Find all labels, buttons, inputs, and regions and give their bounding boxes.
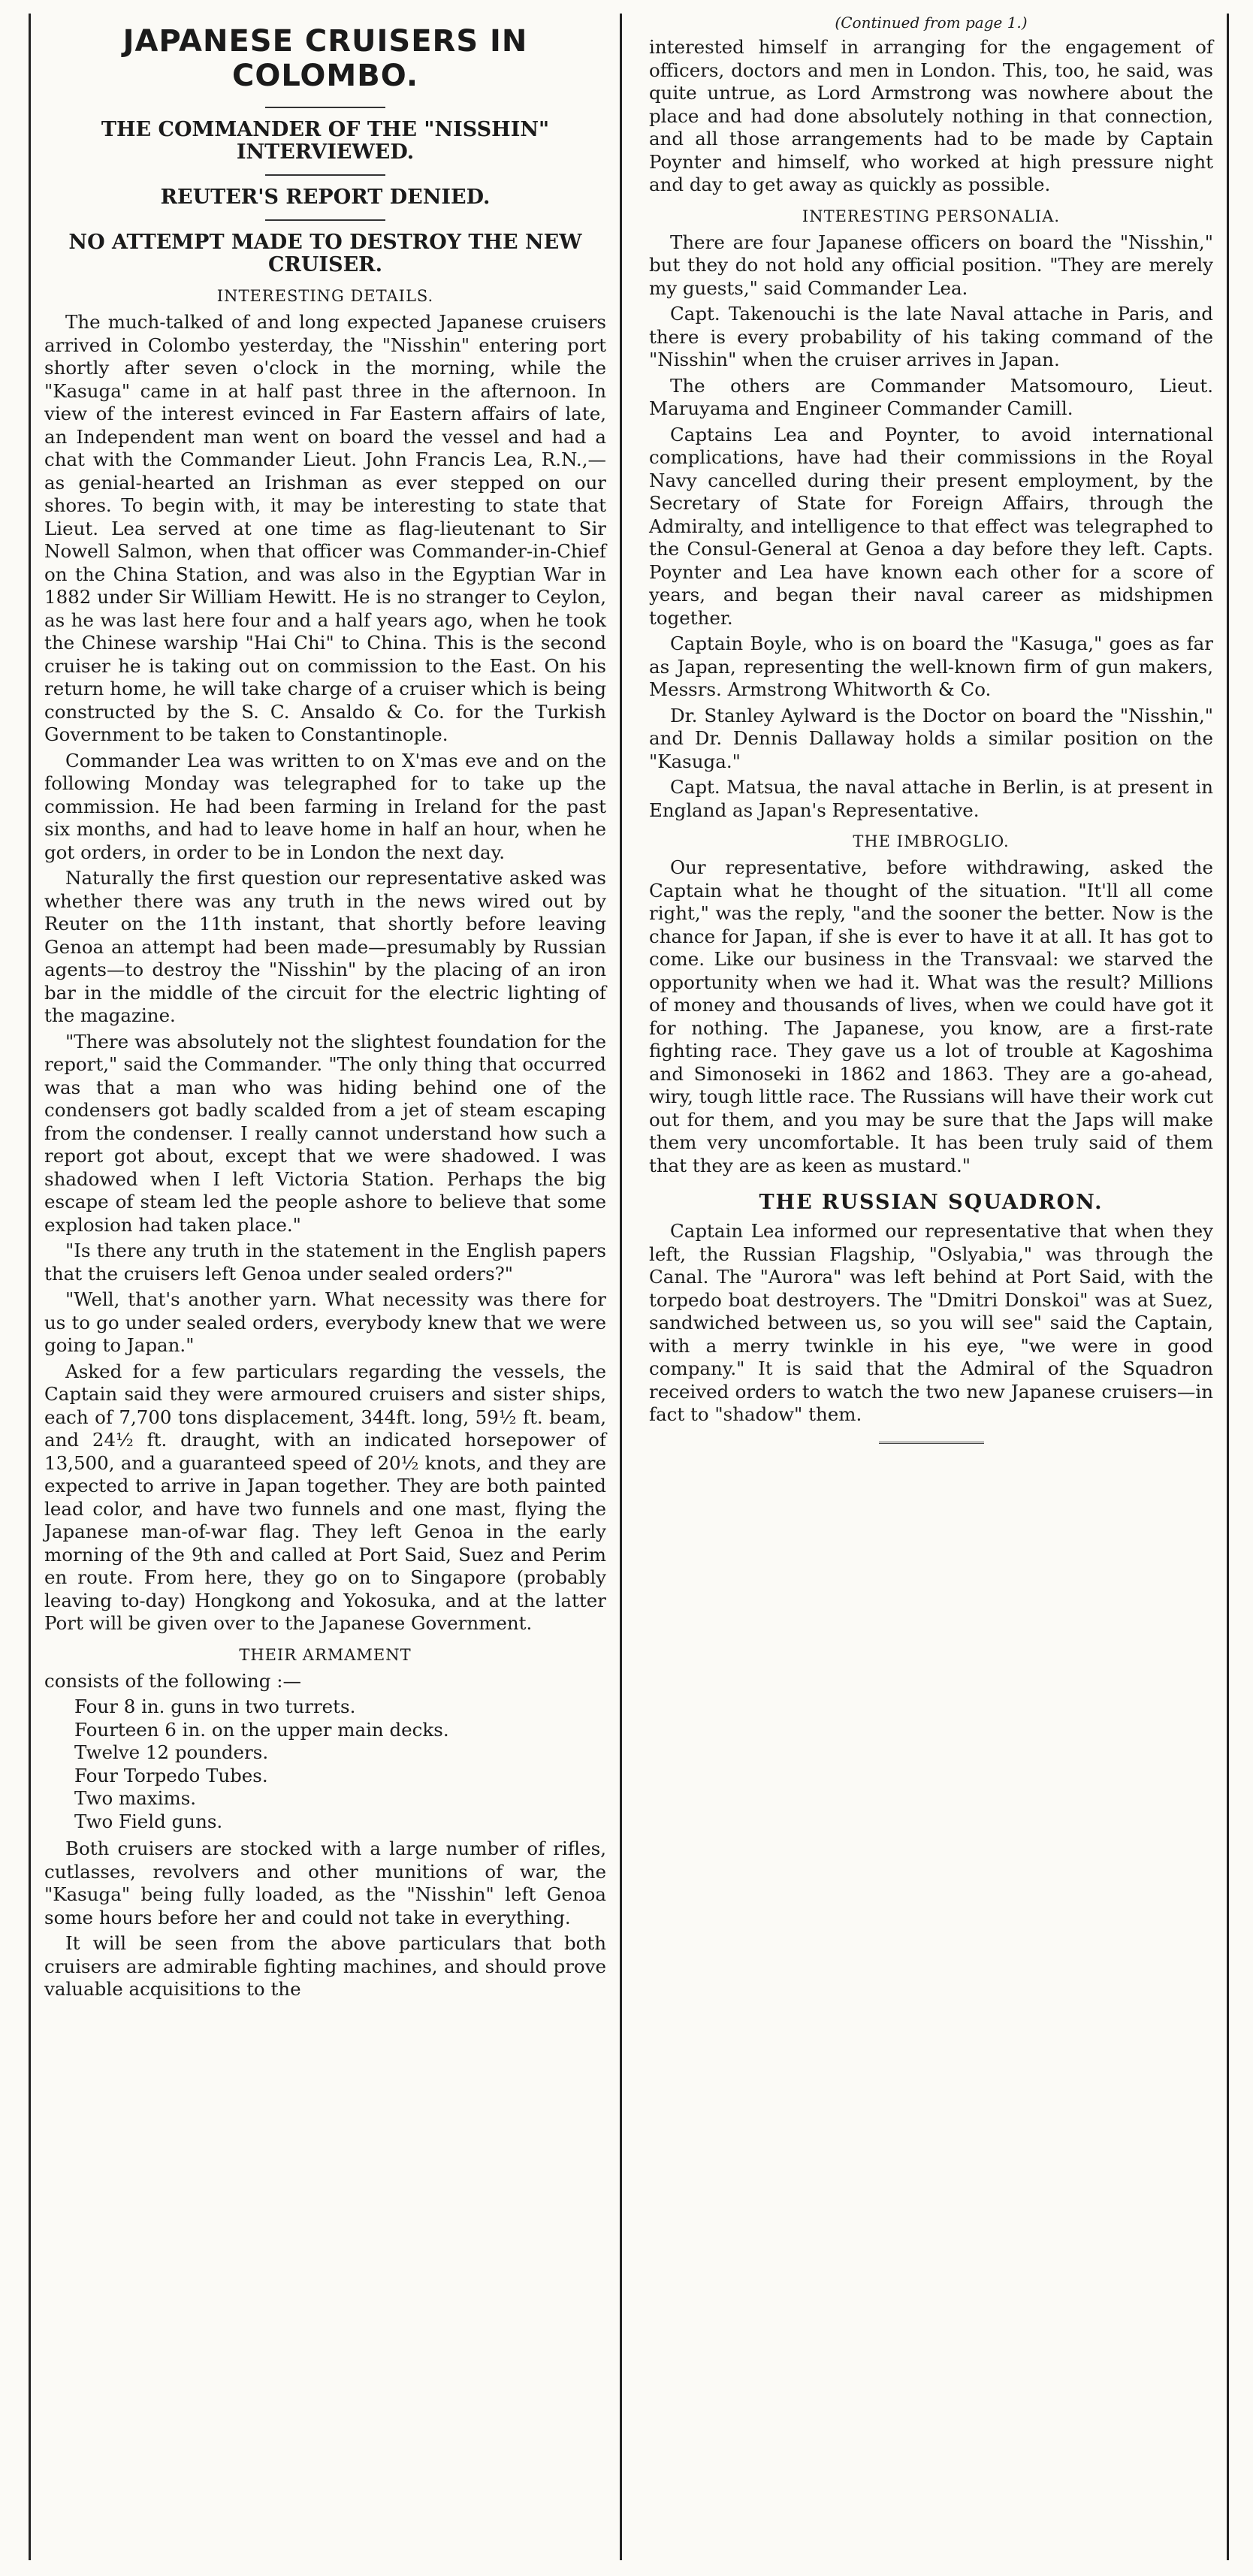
subheadline-3: NO ATTEMPT MADE TO DESTROY THE NEW CRUISER. xyxy=(68,231,582,276)
paragraph: Capt. Matsua, the naval attache in Berlin, is at present in England as Japan's Representative. xyxy=(649,776,1213,821)
headline xyxy=(44,24,606,93)
left-column xyxy=(29,14,622,2560)
list-item: Two maxims. xyxy=(74,1787,197,1809)
paragraph: interested himself in arranging for the engagement of officers, doctors and men in London. This, too, he said, was quite untrue, as Lord Armstrong was nowhere about the place and had done absolutely nothing in that connection, and all those arrangements had to be made by Captain Poynter and himself, who worked at high pressure night and day to get away as quickly as possible. xyxy=(649,36,1213,195)
list-item: Twelve 12 pounders. xyxy=(74,1741,269,1763)
headline-line1: JAPANESE CRUISERS IN xyxy=(122,24,528,59)
paragraph: "There was absolutely not the slightest foundation for the report," said the Commander. "The only thing that occurred was that a man who was hiding behind one of the condensers got badly scalded from a jet of steam escaping from the condenser. I really cannot understand how such a report got about, except that we were shadowed. I was shadowed when I left Victoria Station. Perhaps the big escape of steam led the people ashore to believe that some explosion had taken place." xyxy=(44,1030,606,1236)
paragraph: Captain Boyle, who is on board the "Kasuga," goes as far as Japan, representing the well-known firm of gun makers, Messrs. Armstrong Whitworth & Co. xyxy=(649,633,1213,700)
section-heading-squadron: THE RUSSIAN SQUADRON. xyxy=(759,1191,1104,1214)
headline-line2: COLOMBO. xyxy=(231,59,419,93)
divider xyxy=(265,107,385,108)
section-heading-armament: THEIR ARMAMENT xyxy=(239,1645,412,1664)
list-item: Two Field guns. xyxy=(74,1810,223,1832)
divider xyxy=(265,174,385,176)
continued-note: (Continued from page 1.) xyxy=(835,14,1028,32)
list-item: Fourteen 6 in. on the upper main decks. xyxy=(74,1718,449,1741)
section-heading-details: INTERESTING DETAILS. xyxy=(216,287,434,305)
subheadline-1: THE COMMANDER OF THE "NISSHIN" INTERVIEWED. xyxy=(101,118,550,164)
paragraph: Naturally the first question our representative asked was whether there was any truth in the news wired out by Reuter on the 11th instant, that shortly before leaving Genoa an attempt had been made—presumably by Russian agents—to destroy the "Nisshin" by the placing of an iron bar in the middle of the circuit for the electric lighting of the magazine. xyxy=(44,867,606,1026)
paragraph: Commander Lea was written to on X'mas eve and on the following Monday was telegraphed for to take up the commission. He had been farming in Ireland for the past six months, and had to leave home in half an hour, when he got orders, in order to be in London the next day. xyxy=(44,749,606,863)
paragraph: Both cruisers are stocked with a large number of rifles, cutlasses, revolvers and other munitions of war, the "Kasuga" being fully loaded, as the "Nisshin" left Genoa some hours before her and could not take in everything. xyxy=(44,1838,606,1928)
list-item: Four 8 in. guns in two turrets. xyxy=(74,1696,356,1717)
section-heading-personalia: INTERESTING PERSONALIA. xyxy=(802,207,1061,225)
section-heading-imbroglio: THE IMBROGLIO. xyxy=(853,832,1010,850)
paragraph: Capt. Takenouchi is the late Naval attache in Paris, and there is every probability of his taking command of the "Nisshin" when the cruiser arrives in Japan. xyxy=(649,303,1213,370)
list-item: Four Torpedo Tubes. xyxy=(74,1764,268,1786)
paragraph: Captain Lea informed our representative that when they left, the Russian Flagship, "Oslyabia," was through the Canal. The "Aurora" was left behind at Port Said, with the torpedo boat destroyers. The "Dmitri Donskoi" was at Suez, sandwiched between us, so you will see" said the Captain, with a merry twinkle in his eye, "we were in good company." It is said that the Admiral of the Squadron received orders to watch the two new Japanese cruisers—in fact to "shadow" them. xyxy=(649,1220,1213,1425)
paragraph: Dr. Stanley Aylward is the Doctor on board the "Nisshin," and Dr. Dennis Dallaway holds a similar position on the "Kasuga." xyxy=(649,704,1213,772)
paragraph: Captains Lea and Poynter, to avoid international complications, have had their commissions in the Royal Navy cancelled during their present employment, by the Secretary of State for Foreign Affairs, through the Admiralty, and intelligence to that effect was telegraphed to the Consul-General at Genoa a day before they left. Capts. Poynter and Lea have known each other for a score of years, and began their naval career as midshipmen together. xyxy=(649,423,1213,629)
paragraph: The others are Commander Matsomouro, Lieut. Maruyama and Engineer Commander Camill. xyxy=(649,374,1213,419)
subheadline-2: REUTER'S REPORT DENIED. xyxy=(160,186,491,209)
divider xyxy=(265,219,385,221)
right-column xyxy=(636,14,1229,2560)
paragraph: There are four Japanese officers on board the "Nisshin," but they do not hold any official position. "They are merely my guests," said Commander Lea. xyxy=(649,231,1213,299)
paragraph: "Well, that's another yarn. What necessity was there for us to go under sealed orders, everybody knew that we were going to Japan." xyxy=(44,1288,606,1356)
paragraph: It will be seen from the above particulars that both cruisers are admirable fighting machines, and should prove valuable acquisitions to the xyxy=(44,1932,606,2000)
armament-list xyxy=(74,1696,606,1833)
paragraph: "Is there any truth in the statement in the English papers that the cruisers left Genoa under sealed orders?" xyxy=(44,1240,606,1285)
paragraph: Our representative, before withdrawing, asked the Captain what he thought of the situation. "It'll all come right," was the reply, "and the sooner the better. Now is the chance for Japan, if she is ever to have it at all. It has got to come. Like our business in the Transvaal: we starved the opportunity when we had it. What was the result? Millions of money and thousands of lives, when we could have got it for nothing. The Japanese, you know, are a first-rate fighting race. They gave us a lot of trouble at Kagoshima and Simonoseki in 1862 and 1863. They are a go-ahead, wiry, tough little race. The Russians will have their work cut out for them, and you may be sure that the Japs will make them very uncomfortable. It has been truly said of them that they are as keen as mustard." xyxy=(649,856,1213,1176)
paragraph: Asked for a few particulars regarding the vessels, the Captain said they were armoured cruisers and sister ships, each of 7,700 tons displacement, 344ft. long, 59½ ft. beam, and 24½ ft. draught, with an indicated horsepower of 13,500, and a guaranteed speed of 20½ knots, and they are expected to arrive in Japan together. They are both painted lead color, and have two funnels and one mast, flying the Japanese man-of-war flag. They left Genoa in the early morning of the 9th and called at Port Said, Suez and Perim en route. From here, they go on to Singapore (probably leaving to-day) Hongkong and Yokosuka, and at the latter Port will be given over to the Japanese Government. xyxy=(44,1360,606,1634)
end-rule xyxy=(879,1442,984,1444)
paragraph: The much-talked of and long expected Japanese cruisers arrived in Colombo yesterday, the "Nisshin" entering port shortly after seven o'clock in the morning, while the "Kasuga" came in at half past three in the afternoon. In view of the interest evinced in Far Eastern affairs of late, an Independent man went on board the vessel and had a chat with the Commander Lieut. John Francis Lea, R.N.,—as genial-hearted an Irishman as ever stepped on our shores. To begin with, it may be interesting to state that Lieut. Lea served at one time as flag-lieutenant to Sir Nowell Salmon, when that officer was Commander-in-Chief on the China Station, and was also in the Egyptian War in 1882 under Sir William Hewitt. He is no stranger to Ceylon, as he was last here four and a half years ago, when he took the Chinese warship "Hai Chi" to China. This is the second cruiser he is taking out on commission to the East. On his return home, he will take charge of a cruiser which is being constructed by the S. C. Ansaldo & Co. for the Turkish Government to be taken to Constantinople. xyxy=(44,311,606,745)
paragraph: consists of the following :— xyxy=(44,1669,302,1692)
